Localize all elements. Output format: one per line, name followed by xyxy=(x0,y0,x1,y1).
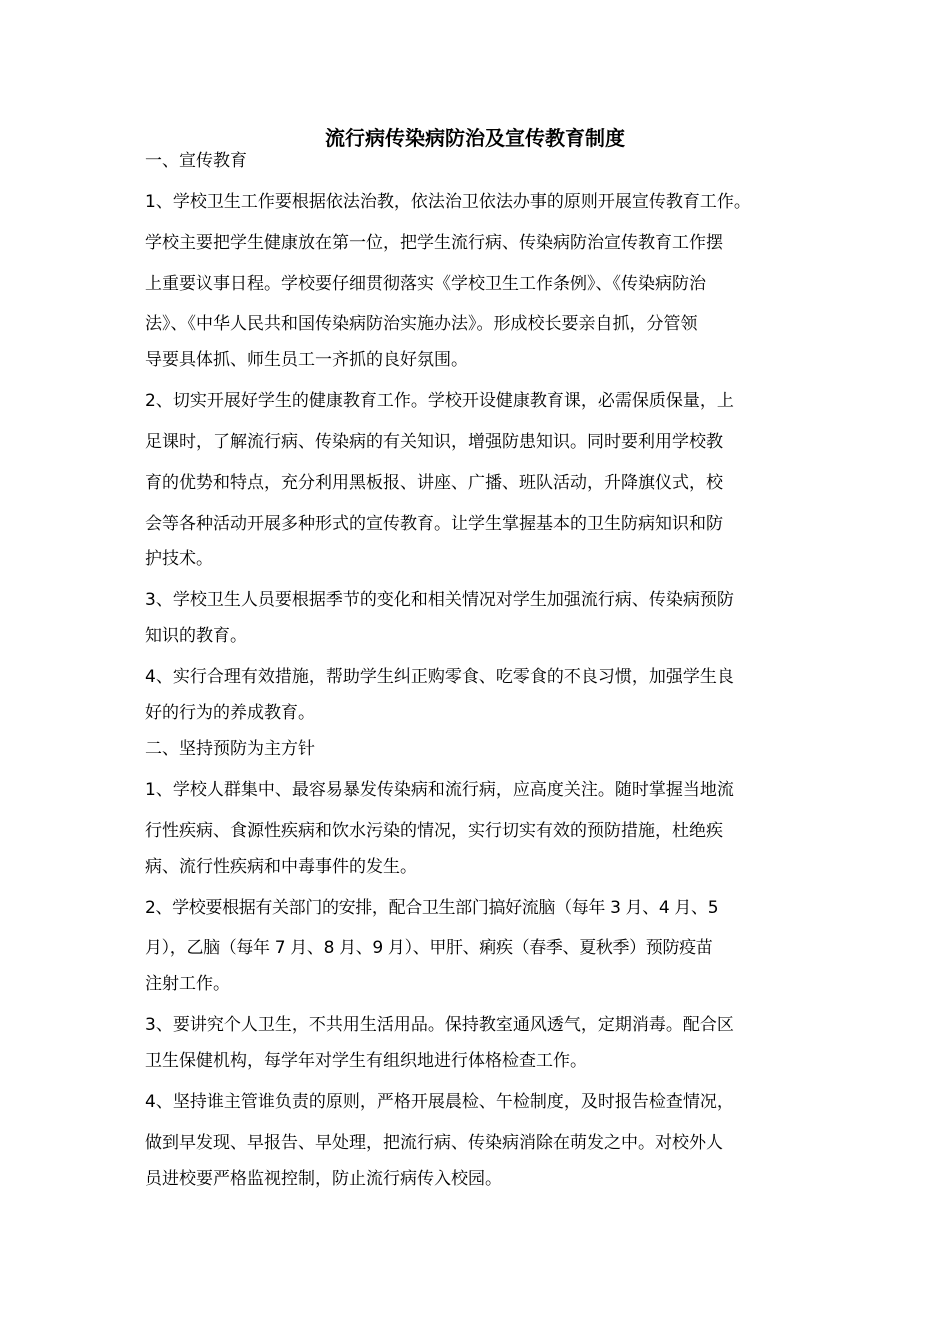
paragraph-line: 足课时，了解流行病、传染病的有关知识，增强防患知识。同时要利用学校教 xyxy=(145,431,723,452)
paragraph-line: 学校主要把学生健康放在第一位，把学生流行病、传染病防治宣传教育工作摆 xyxy=(145,232,723,253)
section-1 xyxy=(145,146,835,728)
paragraph-line: 会等各种活动开展多种形式的宣传教育。让学生掌握基本的卫生防病知识和防 xyxy=(145,513,723,534)
paragraph-line: 2、学校要根据有关部门的安排，配合卫生部门搞好流脑（每年 3 月、4 月、5 xyxy=(145,897,719,918)
paragraph-line: 护技术。 xyxy=(145,549,213,570)
paragraph-line: 1、学校卫生工作要根据依法治教，依法治卫依法办事的原则开展宣传教育工作。 xyxy=(145,192,751,212)
paragraph-line: 员进校要严格监视控制，防止流行病传入校园。 xyxy=(145,1168,502,1189)
paragraph-line: 1、学校人群集中、最容易暴发传染病和流行病，应高度关注。随时掌握当地流 xyxy=(145,779,734,800)
document-body xyxy=(145,146,835,1200)
paragraph-line: 上重要议事日程。学校要仔细贯彻落实《学校卫生工作条例》、《传染病防治 xyxy=(145,273,706,294)
paragraph xyxy=(145,580,835,651)
paragraph xyxy=(145,1082,835,1194)
paragraph-line: 2、切实开展好学生的健康教育工作。学校开设健康教育课，必需保质保量，上 xyxy=(145,391,734,412)
paragraph xyxy=(145,1005,835,1076)
paragraph-line: 卫生保健机构，每学年对学生有组织地进行体格检查工作。 xyxy=(145,1050,587,1071)
section-heading: 二、坚持预防为主方针 xyxy=(145,738,315,759)
paragraph xyxy=(145,182,835,375)
paragraph-line: 好的行为的养成教育。 xyxy=(145,702,315,723)
paragraph-line: 知识的教育。 xyxy=(145,626,247,647)
paragraph xyxy=(145,381,835,574)
paragraph-line: 病、流行性疾病和中毒事件的发生。 xyxy=(145,856,417,877)
paragraph-line: 4、坚持谁主管谁负责的原则，严格开展晨检、午检制度，及时报告检查情况， xyxy=(145,1091,734,1112)
paragraph-line: 导要具体抓、师生员工一齐抓的良好氛围。 xyxy=(145,350,468,371)
paragraph-line: 3、要讲究个人卫生，不共用生活用品。保持教室通风透气，定期消毒。配合区 xyxy=(145,1015,734,1036)
paragraph-line: 行性疾病、食源性疾病和饮水污染的情况，实行切实有效的预防措施，杜绝疾 xyxy=(145,820,723,841)
paragraph xyxy=(145,888,835,1000)
paragraph-line: 注射工作。 xyxy=(145,974,230,995)
paragraph-line: 月），乙脑（每年 7 月、8 月、9 月）、甲肝、痢疾（春季、夏秋季）预防疫苗 xyxy=(145,938,713,959)
paragraph xyxy=(145,657,835,728)
document-title: 流行病传染病防治及宣传教育制度 xyxy=(325,126,625,150)
paragraph xyxy=(145,770,835,882)
paragraph-line: 育的优势和特点，充分利用黑板报、讲座、广播、班队活动，升降旗仪式，校 xyxy=(145,472,723,493)
paragraph-line: 3、学校卫生人员要根据季节的变化和相关情况对学生加强流行病、传染病预防 xyxy=(145,590,734,611)
paragraph-line: 4、实行合理有效措施，帮助学生纠正购零食、吃零食的不良习惯，加强学生良 xyxy=(145,667,734,688)
section-heading: 一、宣传教育 xyxy=(145,151,247,171)
paragraph-line: 法》、《中华人民共和国传染病防治实施办法》。形成校长要亲自抓，分管领 xyxy=(145,314,698,335)
paragraph-line: 做到早发现、早报告、早处理，把流行病、传染病消除在萌发之中。对校外人 xyxy=(145,1132,723,1153)
section-2 xyxy=(145,734,835,1194)
